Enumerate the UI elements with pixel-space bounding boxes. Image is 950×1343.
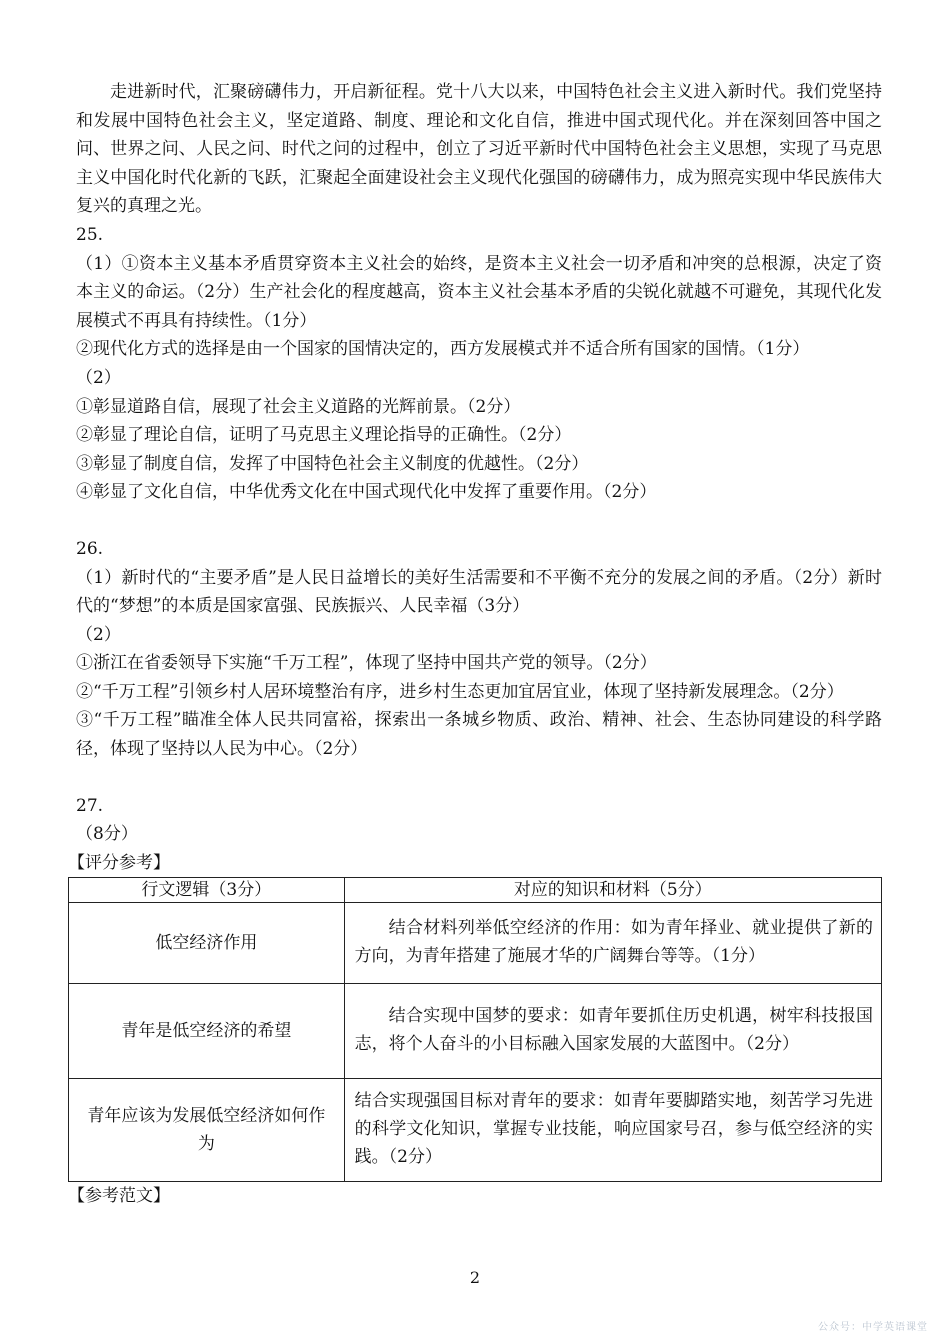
table-cell-logic: 青年应该为发展低空经济如何作为 <box>69 1079 345 1182</box>
sample-essay-heading: 【参考范文】 <box>68 1186 170 1207</box>
scoring-reference-heading: 【评分参考】 <box>68 852 170 873</box>
q25-part1: （1）①资本主义基本矛盾贯穿资本主义社会的始终，是资本主义社会一切矛盾和冲突的总根源，决定了资本主义的命运。（2分）生产社会化的程度越高，资本主义社会基本矛盾的尖锐化就越不可避免，其现代化发展模式不再具有持续性。（1分） <box>76 253 882 331</box>
q25-part2-item: ①彰显道路自信，展现了社会主义道路的光辉前景。（2分） <box>76 396 521 417</box>
q25-part2-item: ②彰显了理论自信，证明了马克思主义理论指导的正确性。（2分） <box>76 425 572 446</box>
q25-part1b: ②现代化方式的选择是由一个国家的国情决定的，西方发展模式并不适合所有国家的国情。（1分） <box>76 339 810 360</box>
table-header-logic: 行文逻辑（3分） <box>69 878 345 903</box>
table-row <box>69 903 882 984</box>
q25-part2-label: （2） <box>76 367 121 388</box>
cell-text: 结合材料列举低空经济的作用：如为青年择业、就业提供了新的方向，为青年搭建了施展才华的广阔舞台等等。（1分） <box>354 918 873 967</box>
question-26-number: 26. <box>76 538 104 559</box>
q26-part2-item: ②“千万工程”引领乡村人居环境整治有序，进乡村生态更加宜居宜业，体现了坚持新发展理念。（2分） <box>76 681 844 702</box>
watermark: 公众号：中学英语课堂 <box>818 1322 928 1333</box>
scoring-table <box>68 877 882 1182</box>
document-page <box>68 78 882 1211</box>
table-header-content: 对应的知识和材料（5分） <box>344 878 881 903</box>
question-25-number: 25. <box>76 224 104 245</box>
table-cell-logic: 低空经济作用 <box>69 903 345 984</box>
q26-part1: （1）新时代的“主要矛盾”是人民日益增长的美好生活需要和不平衡不充分的发展之间的矛盾。（2分）新时代的“梦想”的本质是国家富强、民族振兴、人民幸福（3分） <box>76 567 882 617</box>
table-row <box>69 984 882 1079</box>
cell-text: 结合实现中国梦的要求：如青年要抓住历史机遇，树牢科技报国志，将个人奋斗的小目标融入国家发展的大蓝图中。（2分） <box>354 1006 873 1055</box>
q27-score: （8分） <box>76 824 138 845</box>
page-number: 2 <box>469 1268 481 1287</box>
table-cell-content: 结合实现强国目标对青年的要求：如青年要脚踏实地，刻苦学习先进的科学文化知识，掌握专业技能，响应国家号召，参与低空经济的实践。（2分） <box>344 1079 881 1182</box>
q26-part2-item: ①浙江在省委领导下实施“千万工程”，体现了坚持中国共产党的领导。（2分） <box>76 653 657 674</box>
table-cell-content <box>344 903 881 984</box>
table-cell-content <box>344 984 881 1079</box>
spacer <box>76 764 882 792</box>
q26-part2-item: ③“千万工程”瞄准全体人民共同富裕，探索出一条城乡物质、政治、精神、社会、生态协同建设的科学路径，体现了坚持以人民为中心。（2分） <box>76 710 882 760</box>
table-header-row <box>69 878 882 903</box>
spacer <box>76 507 882 535</box>
question-27-number: 27. <box>76 795 104 816</box>
table-row <box>69 1079 882 1182</box>
q25-part2-item: ③彰显了制度自信，发挥了中国特色社会主义制度的优越性。（2分） <box>76 453 589 474</box>
table-cell-logic: 青年是低空经济的希望 <box>69 984 345 1079</box>
intro-paragraph: 走进新时代，汇聚磅礴伟力，开启新征程。党十八大以来，中国特色社会主义进入新时代。我们党坚持和发展中国特色社会主义，坚定道路、制度、理论和文化自信，推进中国式现代化。并在深刻回答中国之问、世界之问、人民之问、时代之问的过程中，创立了习近平新时代中国特色社会主义思想，实现了马克思主义中国化时代化新的飞跃，汇聚起全面建设社会主义现代化强国的磅礴伟力，成为照亮实现中华民族伟大复兴的真理之光。 <box>76 82 882 217</box>
q25-part2-item: ④彰显了文化自信，中华优秀文化在中国式现代化中发挥了重要作用。（2分） <box>76 482 657 503</box>
q26-part2-label: （2） <box>76 624 121 645</box>
